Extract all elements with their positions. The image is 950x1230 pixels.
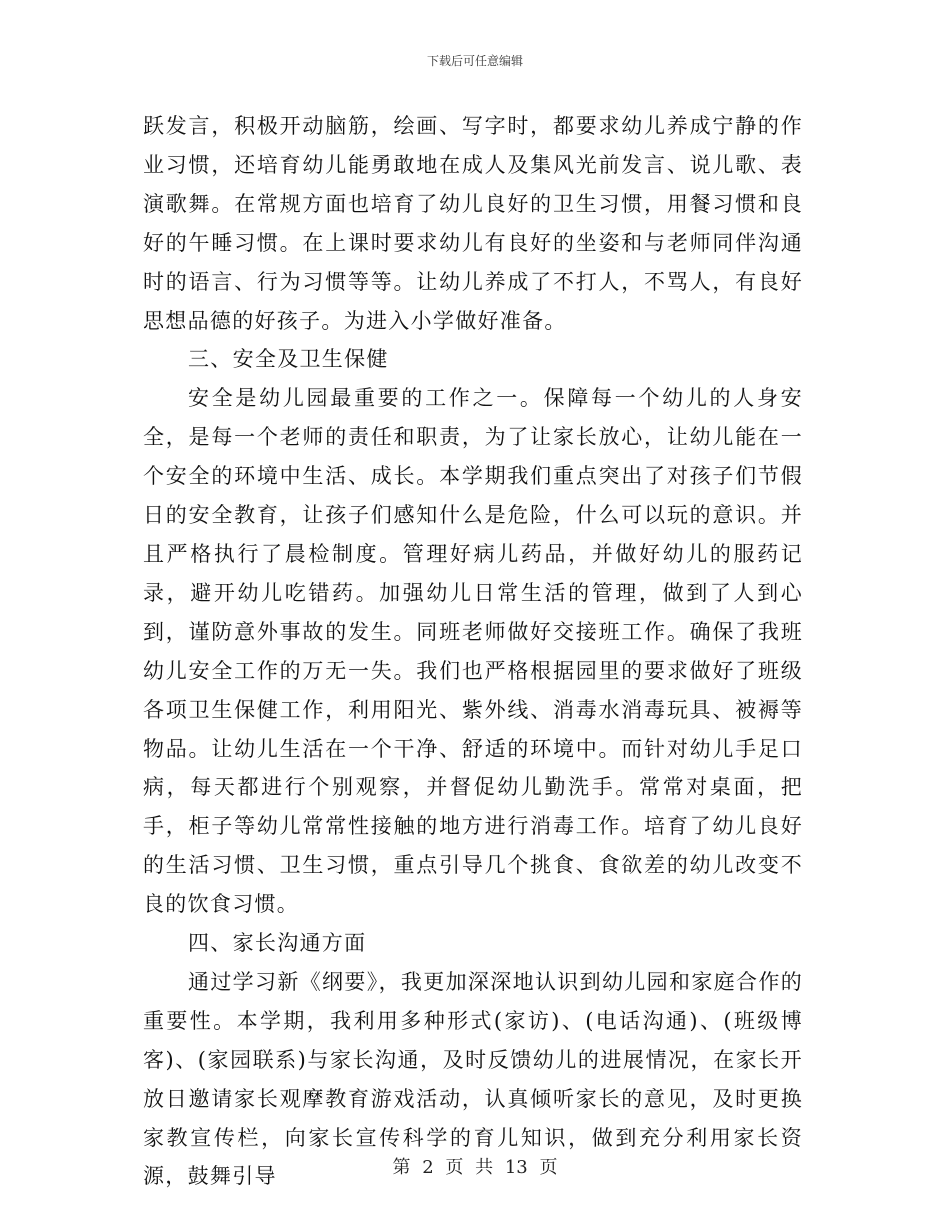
page-number: 第 2 页 共 13 页 [392, 1157, 558, 1178]
page-header: 下载后可任意编辑 [426, 54, 523, 68]
paragraph-parents: 通过学习新《纲要》，我更加深深地认识到幼儿园和家庭合作的重要性。本学期，我利用多种形式(家访)、(电话沟通)、(班级博客)、(家园联系)与家长沟通，及时反馈幼儿的进展情况，在家长开放日邀请家长观摩教育游戏活动，认真倾听家长的意见，及时更换家教宣传栏，向家长宣传科学的育儿知识，做到充分利用家长资源，鼓舞引导 [143, 969, 803, 1189]
section-heading-parents: 四、家长沟通方面 [188, 931, 367, 956]
document-body [143, 107, 803, 1196]
paragraph-habits: 跃发言，积极开动脑筋，绘画、写字时，都要求幼儿养成宁静的作业习惯，还培育幼儿能勇敢地在成人及集风光前发言、说儿歌、表演歌舞。在常规方面也培育了幼儿良好的卫生习惯，用餐习惯和良好的午睡习惯。在上课时要求幼儿有良好的坐姿和与老师同伴沟通时的语言、行为习惯等等。让幼儿养成了不打人，不骂人，有良好思想品德的好孩子。为进入小学做好准备。 [143, 114, 803, 333]
paragraph-safety: 安全是幼儿园最重要的工作之一。保障每一个幼儿的人身安全，是每一个老师的责任和职责，为了让家长放心，让幼儿能在一个安全的环境中生活、成长。本学期我们重点突出了对孩子们节假日的安全教育，让孩子们感知什么是危险，什么可以玩的意识。并且严格执行了晨检制度。管理好病儿药品，并做好幼儿的服药记录，避开幼儿吃错药。加强幼儿日常生活的管理，做到了人到心到，谨防意外事故的发生。同班老师做好交接班工作。确保了我班幼儿安全工作的万无一失。我们也严格根据园里的要求做好了班级各项卫生保健工作，利用阳光、紫外线、消毒水消毒玩具、被褥等物品。让幼儿生活在一个干净、舒适的环境中。而针对幼儿手足口病，每天都进行个别观察，并督促幼儿勤洗手。常常对桌面，把手，柜子等幼儿常常性接触的地方进行消毒工作。培育了幼儿良好的生活习惯、卫生习惯，重点引导几个挑食、食欲差的幼儿改变不良的饮食习惯。 [143, 386, 803, 917]
section-heading-safety: 三、安全及卫生保健 [188, 347, 389, 372]
